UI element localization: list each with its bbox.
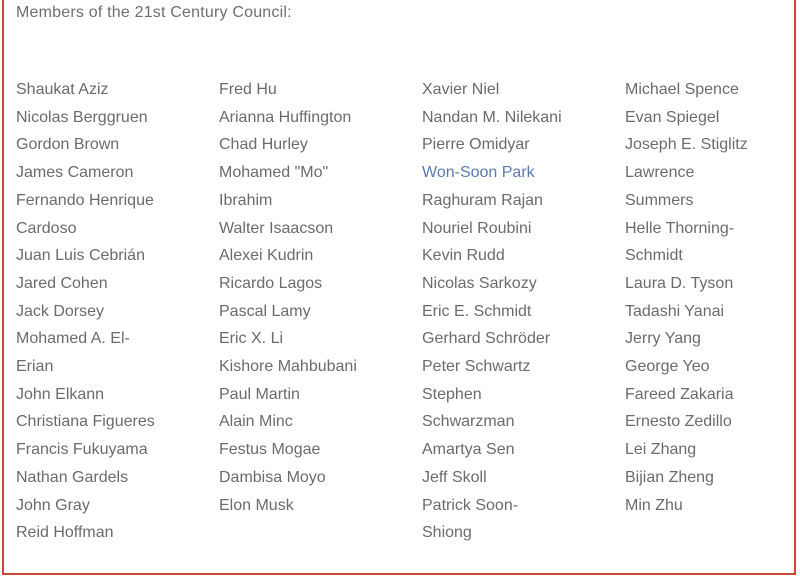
member-name: Nathan Gardels bbox=[16, 468, 129, 486]
member-name: Festus Mogae bbox=[219, 441, 321, 459]
member-name: Elon Musk bbox=[219, 496, 294, 514]
member-name: Francis Fukuyama bbox=[16, 441, 148, 459]
member-name: Eric E. Schmidt bbox=[422, 302, 532, 320]
member-column-2 bbox=[219, 76, 409, 519]
member-name: Evan Spiegel bbox=[625, 108, 720, 126]
member-name: Arianna Huffington bbox=[219, 108, 352, 126]
member-name: Shiong bbox=[422, 524, 472, 542]
member-name: Schwarzman bbox=[422, 413, 515, 431]
member-name: George Yeo bbox=[625, 358, 710, 376]
member-name: Nicolas Sarkozy bbox=[422, 274, 537, 292]
member-name: Fred Hu bbox=[219, 81, 277, 98]
member-name: Laura D. Tyson bbox=[625, 274, 734, 292]
member-name: Helle Thorning- bbox=[625, 219, 735, 237]
member-name: Tadashi Yanai bbox=[625, 302, 725, 320]
member-name: Eric X. Li bbox=[219, 330, 284, 348]
council-members-panel bbox=[2, 0, 796, 575]
member-name: Alexei Kudrin bbox=[219, 247, 314, 265]
section-heading: Members of the 21st Century Council: bbox=[16, 4, 292, 21]
member-name: Erian bbox=[16, 358, 54, 376]
member-name: Mohamed "Mo" bbox=[219, 164, 329, 182]
member-name: Stephen bbox=[422, 385, 482, 403]
member-name: Alain Minc bbox=[219, 413, 293, 431]
member-name: Ernesto Zedillo bbox=[625, 413, 732, 431]
member-name: Ibrahim bbox=[219, 191, 273, 209]
member-name: Christiana Figueres bbox=[16, 413, 155, 431]
member-name: Xavier Niel bbox=[422, 81, 500, 98]
member-name: Jared Cohen bbox=[16, 274, 108, 292]
member-name: Kishore Mahbubani bbox=[219, 358, 357, 376]
member-name: Peter Schwartz bbox=[422, 358, 531, 376]
member-name: Schmidt bbox=[625, 247, 683, 265]
member-name: Walter Isaacson bbox=[219, 219, 334, 237]
member-name: Lawrence bbox=[625, 164, 695, 182]
member-name: Michael Spence bbox=[625, 81, 739, 98]
member-name: Jerry Yang bbox=[625, 330, 701, 348]
member-name: Fernando Henrique bbox=[16, 191, 154, 209]
member-name: James Cameron bbox=[16, 164, 134, 182]
member-name: Summers bbox=[625, 191, 694, 209]
member-name: Lei Zhang bbox=[625, 441, 697, 459]
member-name: Dambisa Moyo bbox=[219, 468, 326, 486]
member-column-3 bbox=[422, 76, 612, 547]
member-name: Jeff Skoll bbox=[422, 468, 487, 486]
member-name: Kevin Rudd bbox=[422, 247, 505, 265]
member-name: Gerhard Schröder bbox=[422, 330, 551, 348]
member-column-4 bbox=[625, 76, 800, 519]
member-name: Nouriel Roubini bbox=[422, 219, 532, 237]
member-name: Reid Hoffman bbox=[16, 524, 114, 542]
member-name: John Elkann bbox=[16, 385, 105, 403]
member-name: Gordon Brown bbox=[16, 136, 120, 154]
member-name: Raghuram Rajan bbox=[422, 191, 543, 209]
member-name: Jack Dorsey bbox=[16, 302, 105, 320]
member-name: Juan Luis Cebrián bbox=[16, 247, 145, 265]
member-name: Mohamed A. El- bbox=[16, 330, 130, 348]
member-name: Amartya Sen bbox=[422, 441, 515, 459]
member-name: Min Zhu bbox=[625, 496, 683, 514]
member-column-1 bbox=[16, 76, 206, 547]
member-name: Bijian Zheng bbox=[625, 468, 714, 486]
member-name: Pierre Omidyar bbox=[422, 136, 530, 154]
member-name: Cardoso bbox=[16, 219, 77, 237]
member-name: Paul Martin bbox=[219, 385, 300, 403]
member-name: Ricardo Lagos bbox=[219, 274, 323, 292]
member-name: Shaukat Aziz bbox=[16, 81, 109, 98]
member-name-link[interactable]: Won-Soon Park bbox=[422, 164, 535, 182]
member-name: Nicolas Berggruen bbox=[16, 108, 148, 126]
member-name: Nandan M. Nilekani bbox=[422, 108, 562, 126]
member-name: Fareed Zakaria bbox=[625, 385, 734, 403]
member-name: Chad Hurley bbox=[219, 136, 308, 154]
member-name: Patrick Soon- bbox=[422, 496, 519, 514]
member-name: John Gray bbox=[16, 496, 90, 514]
member-name: Joseph E. Stiglitz bbox=[625, 136, 748, 154]
member-name: Pascal Lamy bbox=[219, 302, 311, 320]
